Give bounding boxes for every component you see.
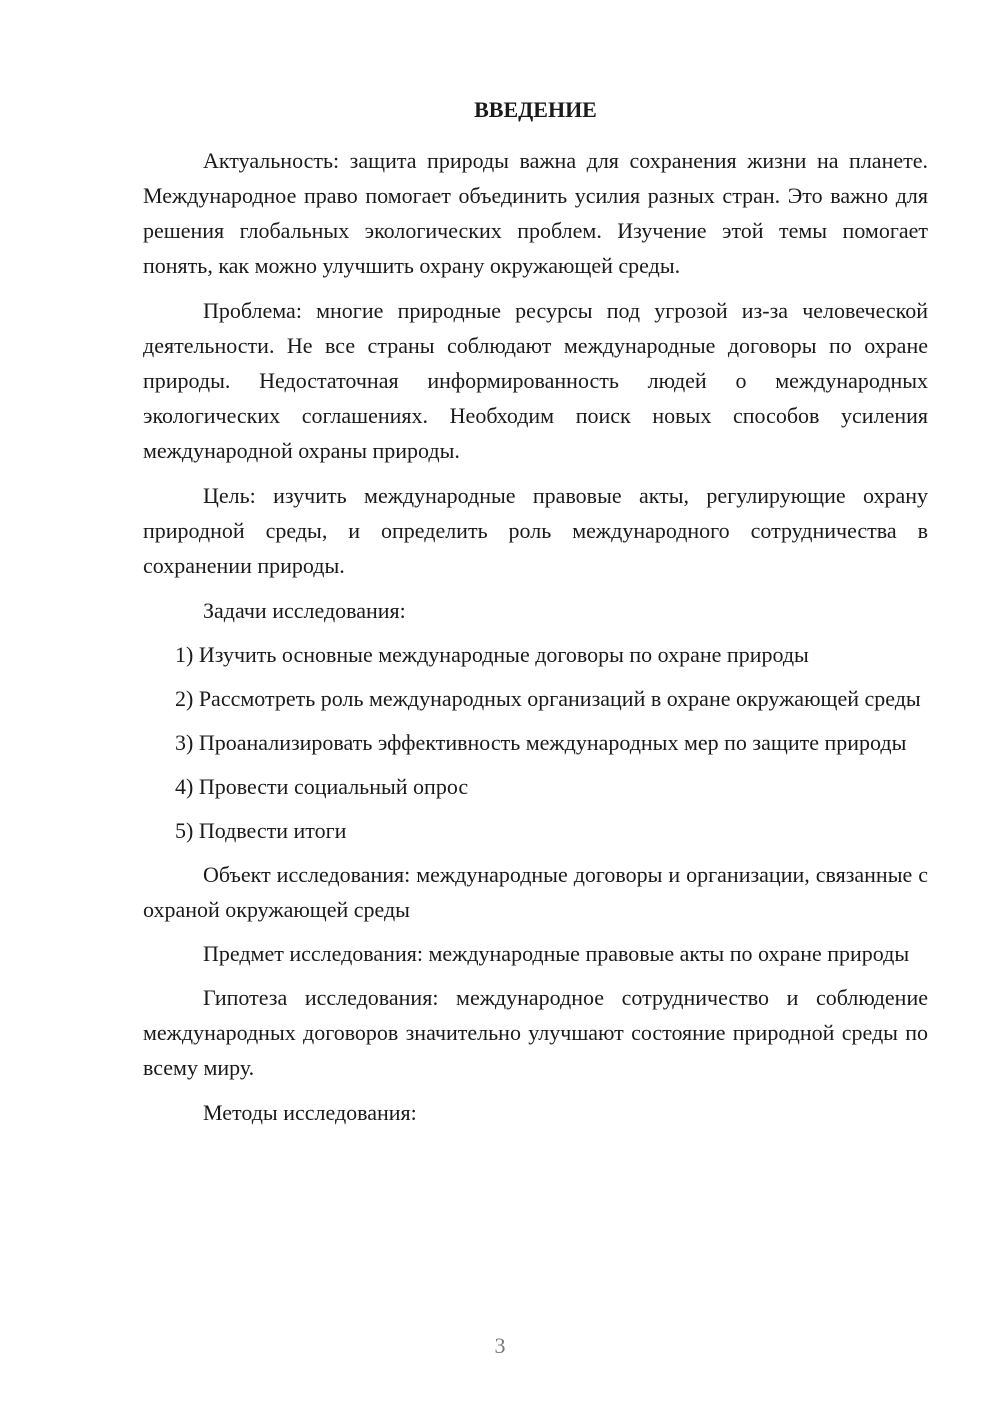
paragraph-hypothesis: Гипотеза исследования: международное сотрудничество и соблюдение международных договоров значительно улучшают состояние природной среды по всему миру. <box>143 985 928 1080</box>
list-item-task-3: 3) Проанализировать эффективность международных мер по защите природы <box>175 730 907 755</box>
paragraph-problem: Проблема: многие природные ресурсы под угрозой из-за человеческой деятельности. Не все страны соблюдают международные договоры по охране природы. Недостаточная информированность людей о международных экологических соглашениях. Необходим поиск новых способов усиления международной охраны природы. <box>143 298 928 463</box>
paragraph-relevance: Актуальность: защита природы важна для сохранения жизни на планете. Международное право помогает объединить усилия разных стран. Это важно для решения глобальных экологических проблем. Изучение этой темы помогает понять, как можно улучшить охрану окружающей среды. <box>143 148 928 278</box>
methods-heading: Методы исследования: <box>203 1100 417 1125</box>
list-item-task-2: 2) Рассмотреть роль международных организаций в охране окружающей среды <box>175 686 921 711</box>
list-item-task-5: 5) Подвести итоги <box>175 818 347 843</box>
paragraph-subject: Предмет исследования: международные правовые акты по охране природы <box>203 941 910 966</box>
body-text <box>143 143 928 1130</box>
paragraph-goal: Цель: изучить международные правовые акты, регулирующие охрану природной среды, и определить роль международного сотрудничества в сохранении природы. <box>143 483 928 578</box>
list-item-task-4: 4) Провести социальный опрос <box>175 774 469 799</box>
list-item-task-1: 1) Изучить основные международные договоры по охране природы <box>175 642 809 667</box>
page-title: ВВЕДЕНИЕ <box>474 97 597 122</box>
page-number: 3 <box>494 1333 506 1358</box>
paragraph-object: Объект исследования: международные договоры и организации, связанные с охраной окружающей среды <box>143 862 928 922</box>
tasks-heading: Задачи исследования: <box>203 598 406 623</box>
